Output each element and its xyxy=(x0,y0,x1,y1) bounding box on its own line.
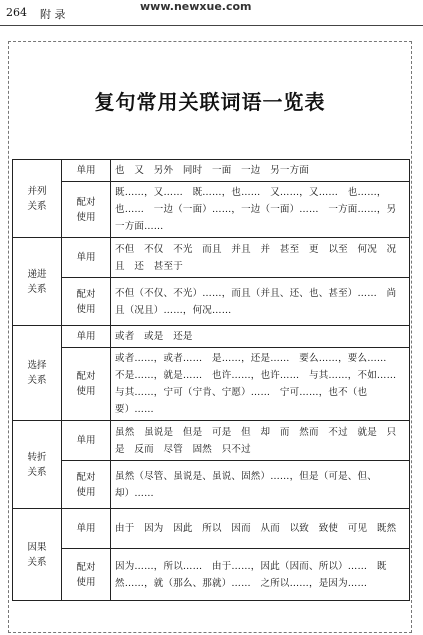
single-words: 由于 因为 因此 所以 因而 从而 以致 致使 可见 既然 xyxy=(111,509,410,549)
usage-single-label xyxy=(62,421,111,461)
usage-paired-label xyxy=(62,348,111,421)
relation-category xyxy=(13,160,62,238)
document-title: 复句常用关联词语一览表 xyxy=(94,90,326,114)
table-row xyxy=(13,421,410,461)
relation-category-line: 递进 xyxy=(27,268,47,280)
relation-category-line: 关系 xyxy=(27,283,47,295)
table-body xyxy=(13,160,410,601)
relation-category-line: 因果 xyxy=(27,541,47,553)
usage-paired-label xyxy=(62,549,111,601)
single-words: 虽然 虽说是 但是 可是 但 却 而 然而 不过 就是 只是 反而 尽管 固然 只不过 xyxy=(111,421,410,461)
relation-category-line: 关系 xyxy=(27,556,47,568)
relation-category-line: 选择 xyxy=(27,360,47,371)
table-row xyxy=(13,160,410,182)
usage-paired-label-line: 使用 xyxy=(76,303,96,315)
conjunction-table xyxy=(12,159,410,601)
table-row xyxy=(13,348,410,421)
relation-category-line: 转折 xyxy=(27,451,47,463)
usage-paired-label-line: 配对 xyxy=(76,561,96,573)
usage-single-label-line: 单用 xyxy=(76,523,96,534)
paired-words: 不但（不仅、不光）……，而且（并且、还、也、甚至）…… 尚且（况且）……，何况…… xyxy=(111,278,410,326)
usage-single-label xyxy=(62,326,111,348)
relation-category-line: 并列 xyxy=(27,185,47,197)
table-row xyxy=(13,278,410,326)
relation-category xyxy=(13,326,62,421)
usage-single-label-line: 单用 xyxy=(76,435,96,446)
relation-category xyxy=(13,421,62,509)
relation-category xyxy=(13,238,62,326)
paired-words: 虽然（尽管、虽说是、虽说、固然）……，但是（可是、但、却）…… xyxy=(111,461,410,509)
usage-single-label xyxy=(62,238,111,278)
usage-single-label xyxy=(62,160,111,182)
usage-paired-label-line: 配对 xyxy=(76,288,96,300)
paired-words: 因为……，所以…… 由于……，因此（因而、所以）…… 既然……，就（那么、那就）…… 之所以……，是因为…… xyxy=(111,549,410,601)
paired-words: 或者……，或者…… 是……，还是…… 要么……，要么…… 不是……，就是…… 也许……，也许…… 与其……，不如…… 与其……，宁可（宁肯、宁愿）…… 宁可……，也不（也要）…… xyxy=(111,348,410,421)
page-number: 264 xyxy=(6,6,27,19)
usage-single-label-line: 单用 xyxy=(76,331,96,342)
site-watermark: www.newxue.com xyxy=(140,0,252,13)
single-words: 也 又 另外 同时 一面 一边 另一方面 xyxy=(111,160,410,182)
usage-paired-label-line: 配对 xyxy=(76,196,96,208)
relation-category-line: 关系 xyxy=(27,375,47,386)
usage-paired-label xyxy=(62,278,111,326)
table-row xyxy=(13,238,410,278)
paired-words: 既……，又…… 既……，也…… 又……，又…… 也……，也…… 一边（一面）……，一边（一面）…… 一方面……，另一方面…… xyxy=(111,182,410,238)
table-row xyxy=(13,326,410,348)
usage-paired-label xyxy=(62,182,111,238)
table-row xyxy=(13,461,410,509)
usage-paired-label-line: 使用 xyxy=(76,386,96,397)
table-row xyxy=(13,182,410,238)
usage-single-label-line: 单用 xyxy=(76,252,96,263)
table-row xyxy=(13,549,410,601)
running-header xyxy=(0,0,423,22)
usage-paired-label-line: 配对 xyxy=(76,471,96,483)
single-words: 不但 不仅 不光 而且 并且 并 甚至 更 以至 何况 况且 还 甚至于 xyxy=(111,238,410,278)
usage-paired-label-line: 使用 xyxy=(76,486,96,498)
usage-single-label xyxy=(62,509,111,549)
table-row xyxy=(13,509,410,549)
usage-paired-label-line: 使用 xyxy=(76,211,96,223)
usage-single-label-line: 单用 xyxy=(76,165,96,176)
relation-category-line: 关系 xyxy=(27,200,47,212)
usage-paired-label-line: 使用 xyxy=(76,576,96,588)
relation-category xyxy=(13,509,62,601)
usage-paired-label-line: 配对 xyxy=(76,371,96,382)
single-words: 或者 或是 还是 xyxy=(111,326,410,348)
header-rule xyxy=(0,25,423,26)
section-name: 附 录 xyxy=(40,8,66,21)
relation-category-line: 关系 xyxy=(27,466,47,478)
usage-paired-label xyxy=(62,461,111,509)
